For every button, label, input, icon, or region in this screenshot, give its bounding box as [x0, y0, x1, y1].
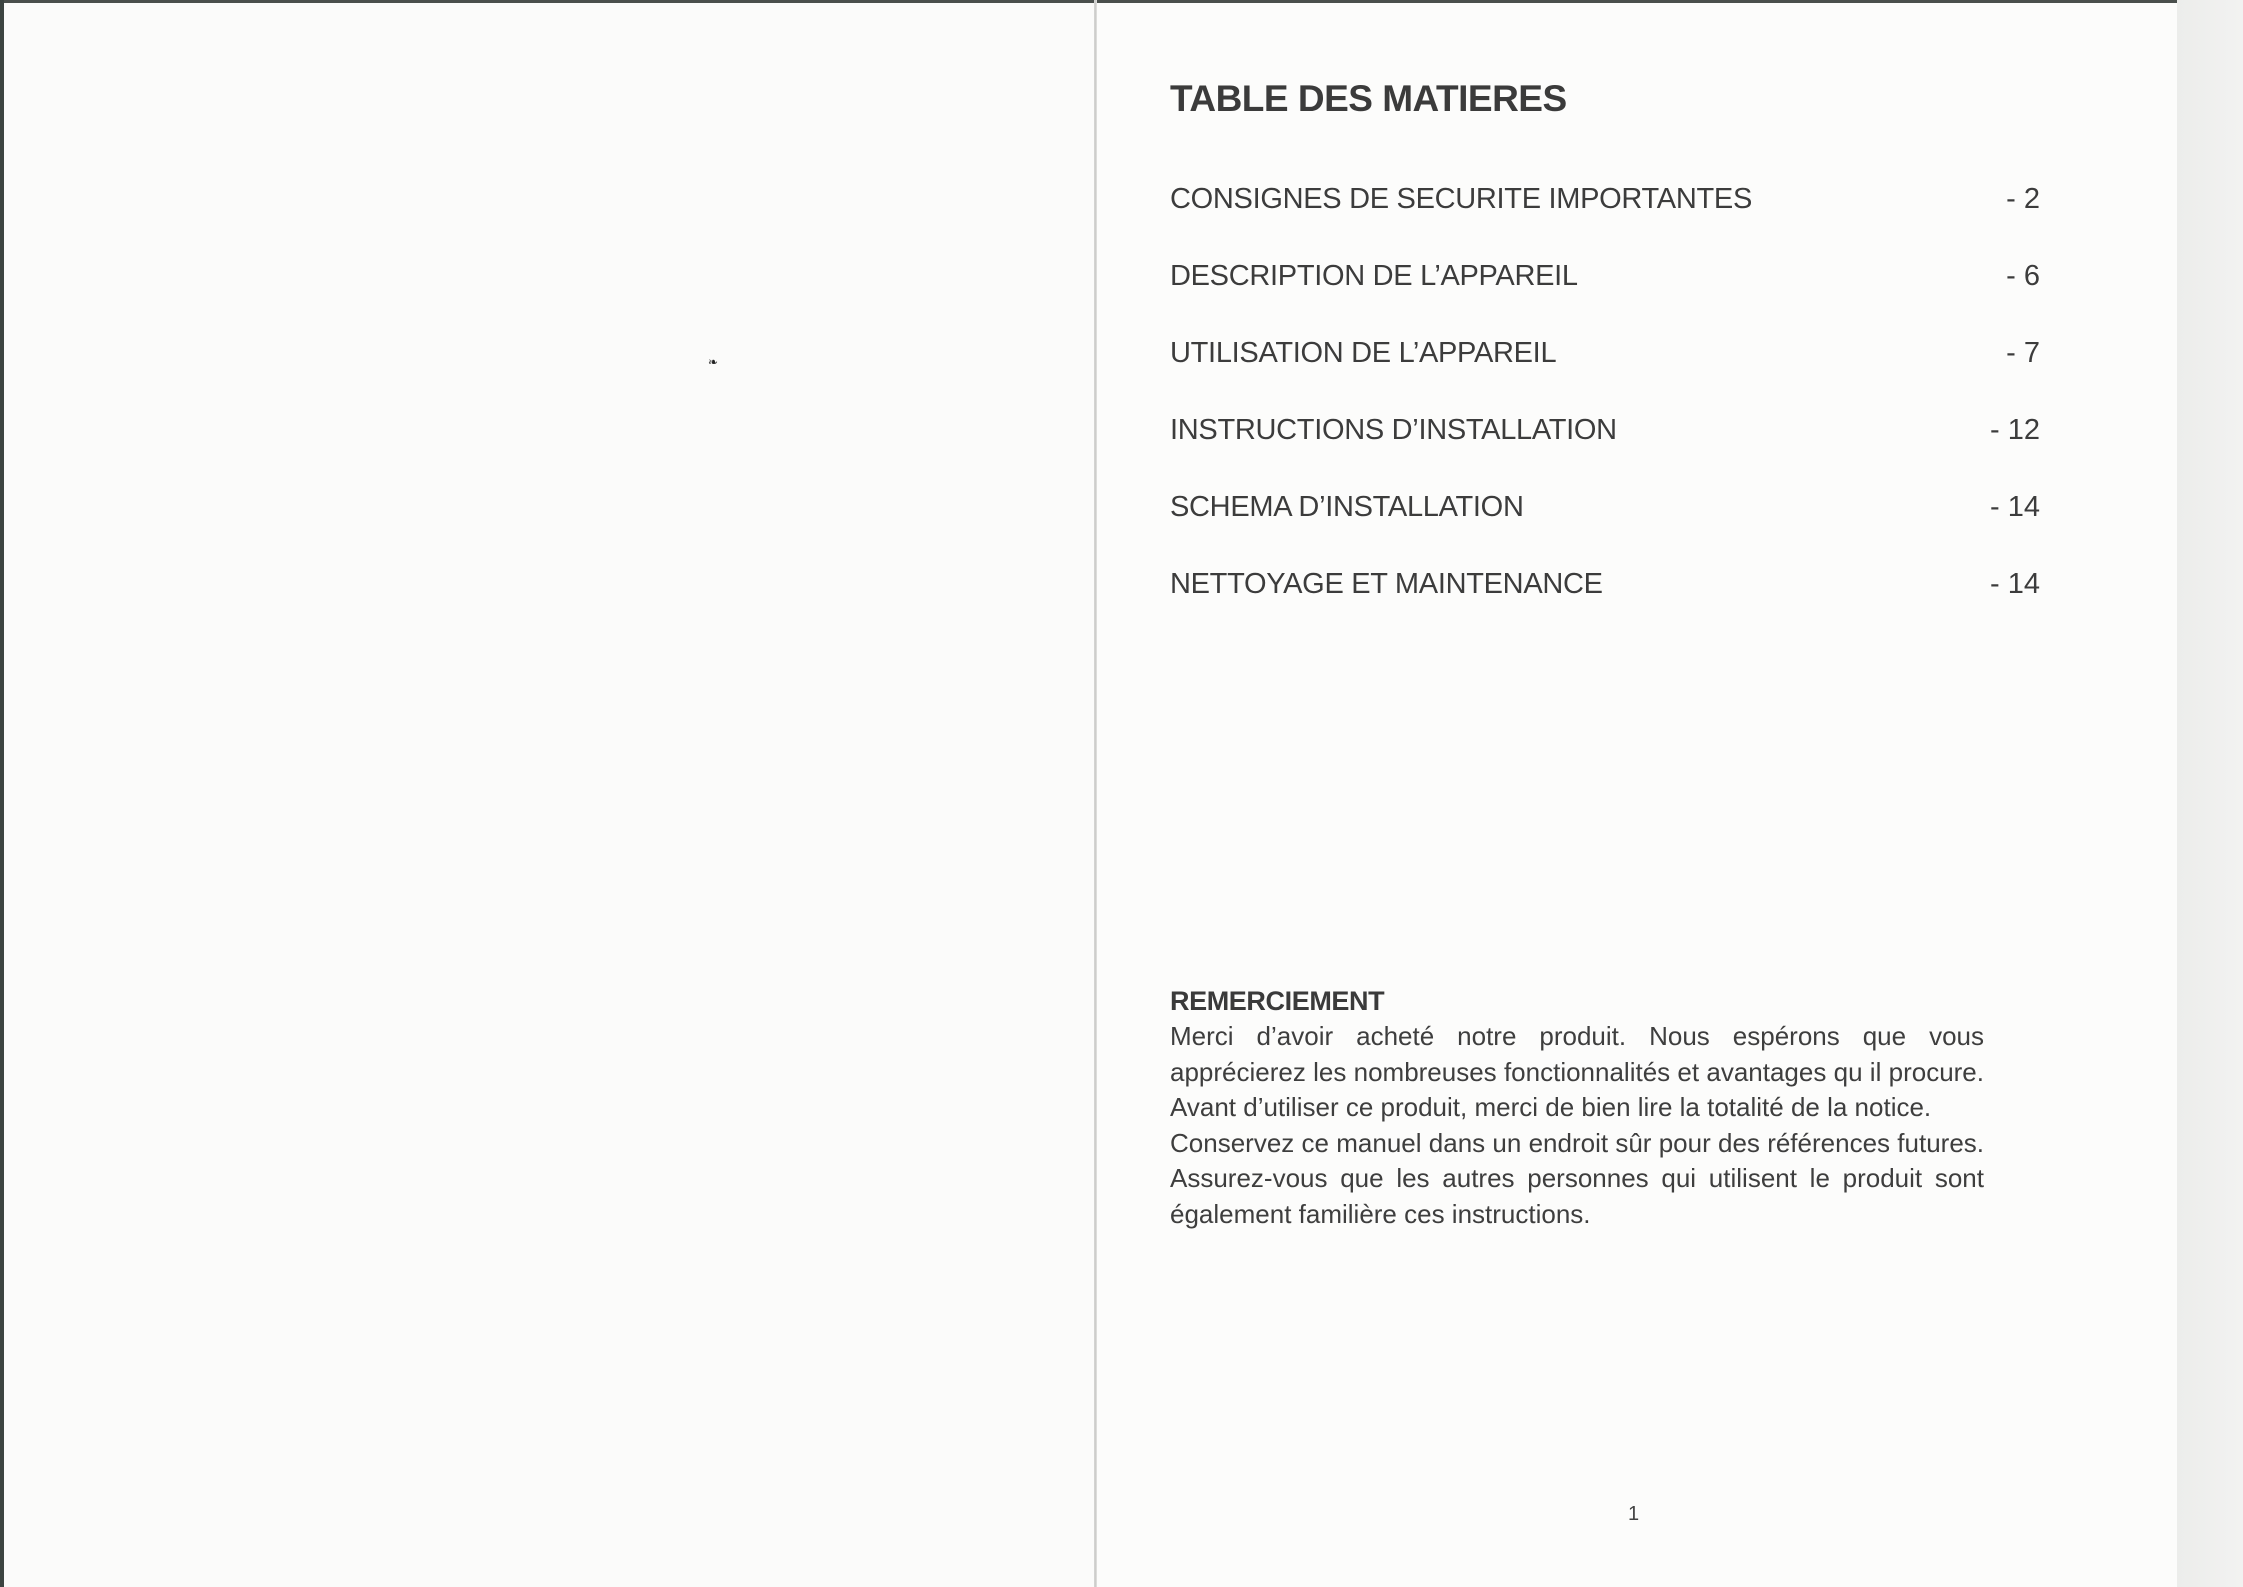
thanks-paragraph: Merci d’avoir acheté notre produit. Nous espérons que vous apprécierez les nombreuses fonctionnalités et avantages qu il procure. Avant d’utiliser ce produit, merci de bien lire la totalité de la notice. [1170, 1021, 1984, 1122]
toc-entry [1170, 409, 2070, 486]
thanks-paragraph: Conservez ce manuel dans un endroit sûr pour des références futures. Assurez-vous que les autres personnes qui utilisent le produit sont également familière ces instructions. [1170, 1127, 1984, 1229]
toc-entry-label: DESCRIPTION DE L’APPAREIL [1170, 260, 1578, 292]
toc-entry [1170, 486, 2070, 563]
toc-entry-label: NETTOYAGE ET MAINTENANCE [1170, 568, 1603, 600]
toc-entry-label: CONSIGNES DE SECURITE IMPORTANTES [1170, 183, 1752, 215]
toc-entry [1170, 178, 2070, 255]
toc-entry [1170, 332, 2070, 409]
toc-entry-page: - 2 [2006, 183, 2040, 215]
thanks-heading: REMERCIEMENT [1170, 986, 1385, 1016]
toc-entry-page: - 7 [2006, 337, 2040, 369]
toc-entry-label: INSTRUCTIONS D’INSTALLATION [1170, 414, 1617, 446]
page-number: 1 [1628, 1503, 1640, 1525]
toc-entry-page: - 14 [1990, 491, 2040, 523]
toc-entry-page: - 12 [1990, 414, 2040, 446]
scan-right-margin [2177, 0, 2243, 1587]
toc-entry-page: - 6 [2006, 260, 2040, 292]
toc-entry-label: UTILISATION DE L’APPAREIL [1170, 337, 1557, 369]
toc-entry [1170, 255, 2070, 332]
thanks-section [1170, 983, 1984, 1232]
toc-entry [1170, 563, 2070, 640]
dust-speck-mark: ❧ [708, 355, 719, 369]
toc-title: TABLE DES MATIERES [1170, 78, 1567, 119]
scan-left-edge [0, 0, 4, 1587]
toc-entry-page: - 14 [1990, 568, 2040, 600]
blank-left-page [4, 3, 1094, 1587]
toc-entry-label: SCHEMA D’INSTALLATION [1170, 491, 1524, 523]
toc-list [1170, 178, 2070, 640]
